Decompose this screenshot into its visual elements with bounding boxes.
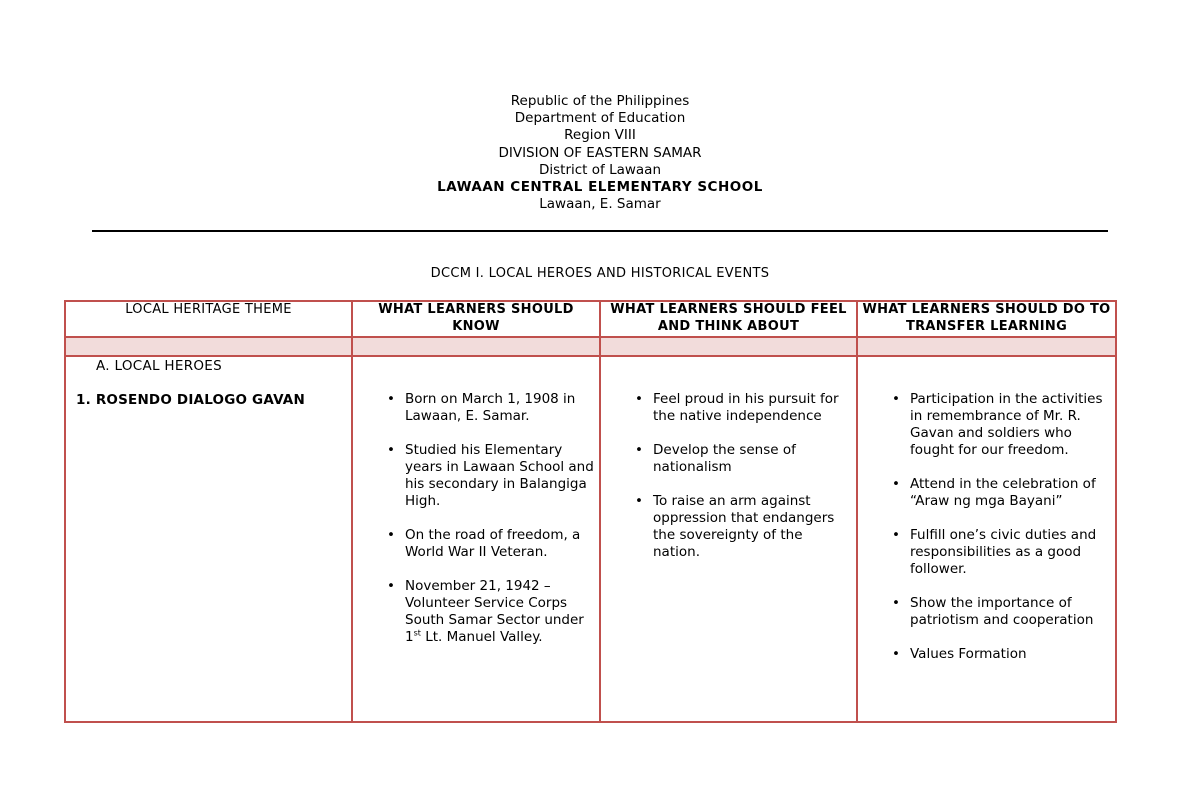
document-letterhead [0,93,1200,213]
theme-cell [65,356,352,722]
feel-cell [600,356,857,722]
document-title: DCCM I. LOCAL HEROES AND HISTORICAL EVENTS [430,266,770,281]
list-item: • Values Formation [880,646,1111,663]
header-address: Lawaan, E. Samar [539,196,661,213]
list-item: • Born on March 1, 1908 in Lawaan, E. Samar. [375,391,595,425]
header-region: Region VIII [564,127,636,144]
list-item: • To raise an arm against oppression that endangers the sovereignty of the nation. [623,493,852,561]
col-header-do: WHAT LEARNERS SHOULD DO TO TRANSFER LEARNING [857,301,1116,337]
list-item: • Participation in the activities in remembrance of Mr. R. Gavan and soldiers who fought for our freedom. [880,391,1111,459]
col-header-know: WHAT LEARNERS SHOULD KNOW [352,301,600,337]
col-header-feel: WHAT LEARNERS SHOULD FEEL AND THINK ABOUT [600,301,857,337]
list-item: • Develop the sense of nationalism [623,442,852,476]
table-row [65,356,1116,722]
list-item: • November 21, 1942 – Volunteer Service Corps South Samar Sector under 1st Lt. Manuel Valley. [375,578,595,646]
list-item: • Attend in the celebration of “Araw ng mga Bayani” [880,476,1111,510]
table-shaded-band [65,337,1116,356]
table-header-row [65,301,1116,337]
list-item: • Fulfill one’s civic duties and responsibilities as a good follower. [880,527,1111,578]
know-list [375,391,595,646]
header-republic: Republic of the Philippines [510,93,690,109]
hero-name: 1. ROSENDO DIALOGO GAVAN [76,392,305,408]
list-item: • Show the importance of patriotism and cooperation [880,595,1111,629]
know-cell [352,356,600,722]
list-item: • Feel proud in his pursuit for the native independence [623,391,852,425]
header-division: DIVISION OF EASTERN SAMAR [498,144,702,161]
section-heading: A. LOCAL HEROES [96,358,223,374]
col-header-theme: LOCAL HERITAGE THEME [65,301,352,337]
header-divider [92,230,1108,232]
list-item: • Studied his Elementary years in Lawaan School and his secondary in Balangiga High. [375,442,595,510]
feel-list [623,391,852,561]
list-item: • On the road of freedom, a World War II Veteran. [375,527,595,561]
do-list [880,391,1111,663]
header-department: Department of Education [514,110,686,127]
header-district: District of Lawaan [538,161,662,178]
do-cell [857,356,1116,722]
header-school-name: LAWAAN CENTRAL ELEMENTARY SCHOOL [437,179,763,196]
dccm-table [64,300,1117,723]
